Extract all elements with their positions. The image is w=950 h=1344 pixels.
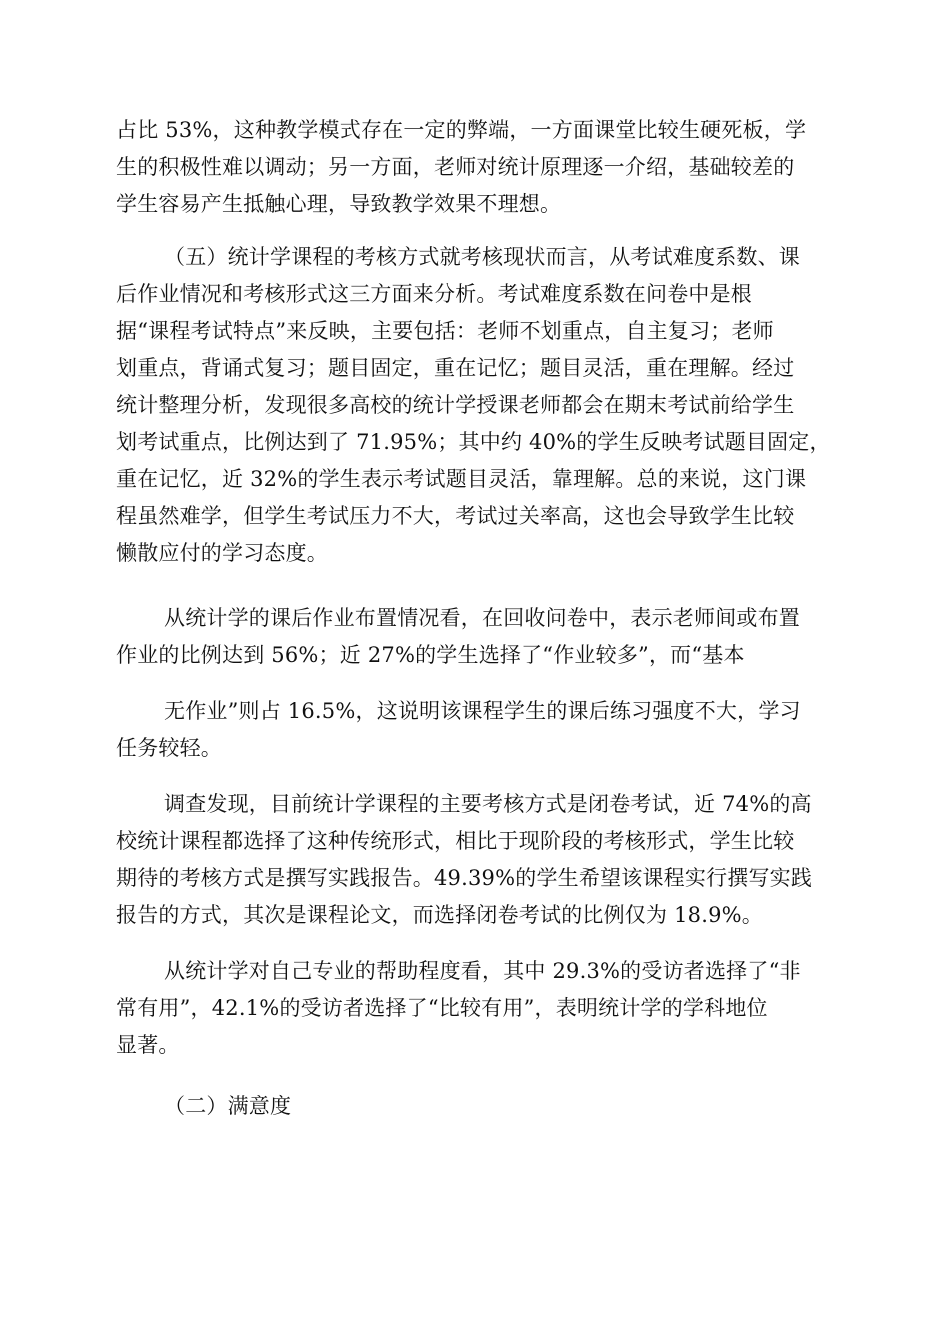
text-line: 从统计学对自己专业的帮助程度看，其中 29.3%的受访者选择了“非 [164, 959, 801, 983]
text-line: 重在记忆，近 32%的学生表示考试题目灵活，靠理解。总的来说，这门课 [116, 467, 807, 491]
text-line: 占比 53%，这种教学模式存在一定的弊端，一方面课堂比较生硬死板，学 [116, 118, 807, 142]
text-line: 任务较轻。 [116, 736, 222, 760]
section-heading: （二）满意度 [164, 1094, 292, 1118]
text-line: 学生容易产生抵触心理，导致教学效果不理想。 [116, 192, 562, 216]
text-line: 据“课程考试特点”来反映，主要包括：老师不划重点，自主复习；老师 [116, 319, 774, 343]
text-line: 从统计学的课后作业布置情况看，在回收问卷中，表示老师间或布置 [164, 606, 800, 630]
text-line: （五）统计学课程的考核方式就考核现状而言，从考试难度系数、课 [164, 245, 800, 269]
text-line: 无作业”则占 16.5%，这说明该课程学生的课后练习强度不大，学习 [164, 699, 801, 723]
text-line: 校统计课程都选择了这种传统形式，相比于现阶段的考核形式，学生比较 [116, 829, 795, 853]
text-line: 程虽然难学，但学生考试压力不大，考试过关率高，这也会导致学生比较 [116, 504, 795, 528]
text-line: 划考试重点，比例达到了 71.95%；其中约 40%的学生反映考试题目固定， [116, 430, 831, 454]
text-line: 统计整理分析，发现很多高校的统计学授课老师都会在期末考试前给学生 [116, 393, 795, 417]
text-line: 划重点，背诵式复习；题目固定，重在记忆；题目灵活，重在理解。经过 [116, 356, 795, 380]
text-line: 常有用”，42.1%的受访者选择了“比较有用”，表明统计学的学科地位 [116, 996, 768, 1020]
text-line: 作业的比例达到 56%；近 27%的学生选择了“作业较多”，而“基本 [116, 643, 745, 667]
text-line: 期待的考核方式是撰写实践报告。49.39%的学生希望该课程实行撰写实践 [116, 866, 813, 890]
text-line: 懒散应付的学习态度。 [116, 541, 328, 565]
text-line: 生的积极性难以调动；另一方面，老师对统计原理逐一介绍，基础较差的 [116, 155, 795, 179]
text-line: 报告的方式，其次是课程论文，而选择闭卷考试的比例仅为 18.9%。 [116, 903, 763, 927]
text-line: 调查发现，目前统计学课程的主要考核方式是闭卷考试，近 74%的高 [164, 792, 812, 816]
text-line: 后作业情况和考核形式这三方面来分析。考试难度系数在问卷中是根 [116, 282, 752, 306]
text-line: 显著。 [116, 1033, 180, 1057]
